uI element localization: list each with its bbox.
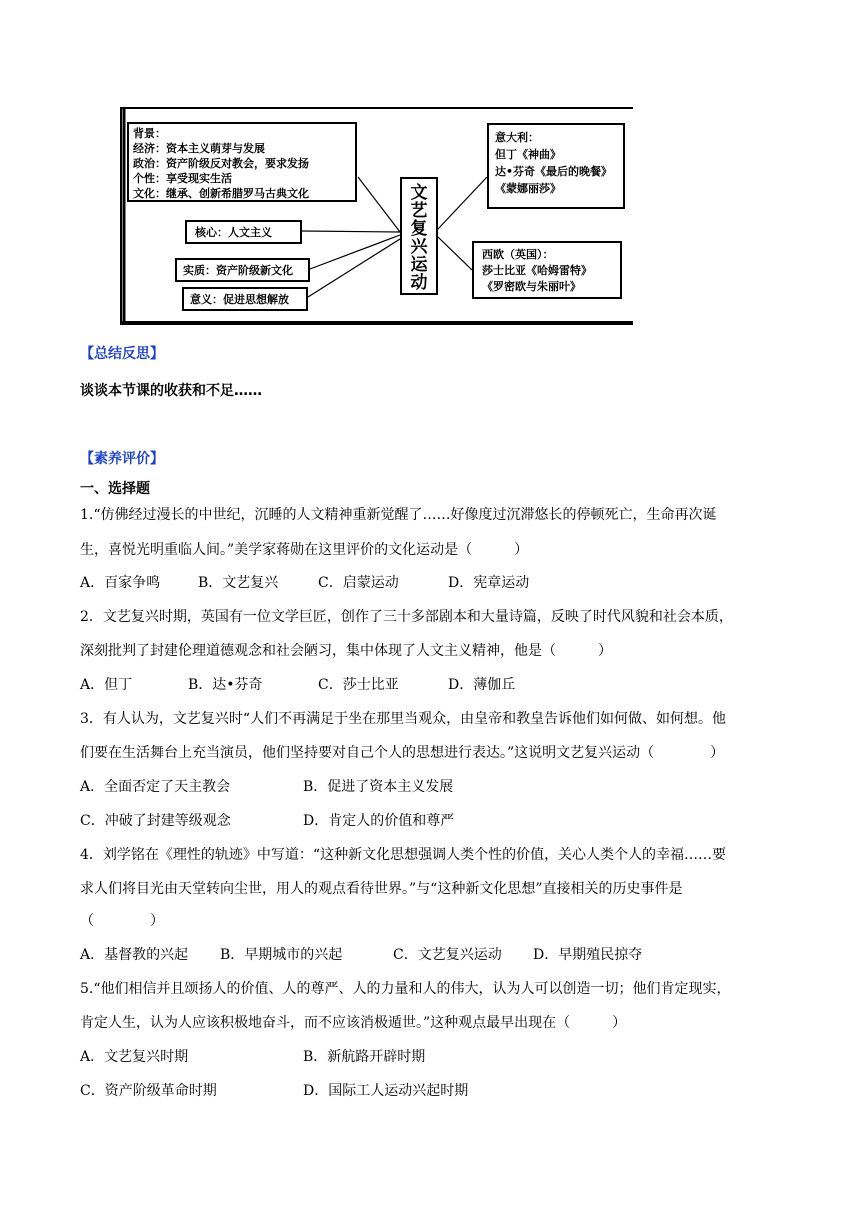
section-title: 一、选择题 bbox=[80, 481, 150, 497]
question-text: 2．文艺复兴时期，英国有一位文学巨匠，创作了三十多部剧本和大量诗篇，反映了时代风貌和社会本质， bbox=[80, 609, 733, 625]
center-char: 兴 bbox=[410, 237, 428, 257]
option-c: C．文艺复兴运动 bbox=[393, 947, 502, 963]
question-text: （ ） bbox=[80, 913, 164, 929]
option-a: A．文艺复兴时期 bbox=[80, 1049, 189, 1065]
option-a: A．百家争鸣 bbox=[80, 575, 161, 591]
option-d: D．肯定人的价值和尊严 bbox=[303, 813, 455, 829]
background-line: 背景： bbox=[133, 127, 166, 140]
significance-label: 意义：促进思想解放 bbox=[190, 293, 289, 306]
italy-line: 达•芬奇《最后的晚餐》 bbox=[495, 165, 613, 178]
option-b: B．达•芬奇 bbox=[188, 677, 263, 693]
question-text: 5.“他们相信并且颂扬人的价值、人的尊严、人的力量和人的伟大，认为人可以创造一切；他们肯定现实， bbox=[80, 981, 731, 997]
question-text: 1.“仿佛经过漫长的中世纪，沉睡的人文精神重新觉醒了……好像度过沉滞悠长的停顿死亡，生命再次诞 bbox=[80, 507, 717, 523]
option-b: B．新航路开辟时期 bbox=[303, 1049, 426, 1065]
question-text: 3．有人认为，文艺复兴时“人们不再满足于坐在那里当观众，由皇帝和教皇告诉他们如何做、如何想。他 bbox=[80, 711, 727, 727]
option-a: A．但丁 bbox=[80, 677, 133, 693]
option-c: C．资产阶级革命时期 bbox=[80, 1083, 217, 1099]
option-c: C．冲破了封建等级观念 bbox=[80, 813, 231, 829]
question-text: 肯定人生，认为人应该积极地奋斗，而不应该消极遁世。”这种观点最早出现在（ ） bbox=[80, 1015, 627, 1031]
west-line: 莎士比亚《哈姆雷特》 bbox=[482, 264, 592, 277]
center-char: 艺 bbox=[410, 201, 428, 221]
option-c: C．启蒙运动 bbox=[318, 575, 399, 591]
background-line: 个性：享受现实生活 bbox=[133, 172, 232, 185]
question-text: 深刻批判了封建伦理道德观念和社会陋习，集中体现了人文主义精神，他是（ ） bbox=[80, 643, 612, 659]
option-d: D．国际工人运动兴起时期 bbox=[303, 1083, 469, 1099]
option-c: C．莎士比亚 bbox=[318, 677, 399, 693]
italy-line: 但丁《神曲》 bbox=[495, 148, 561, 161]
question-text: 4．刘学铭在《理性的轨迹》中写道：“这种新文化思想强调人类个性的价值，关心人类个人的幸福……要 bbox=[80, 847, 727, 863]
option-b: B．促进了资本主义发展 bbox=[303, 779, 454, 795]
background-line: 政治：资产阶级反对教会，要求发扬 bbox=[133, 157, 309, 170]
italy-line: 意大利： bbox=[495, 131, 539, 144]
italy-line: 《蒙娜丽莎》 bbox=[495, 182, 561, 195]
summary-heading: 【总结反思】 bbox=[80, 346, 164, 362]
background-box bbox=[127, 122, 357, 202]
core-box bbox=[185, 220, 302, 244]
option-d: D．薄伽丘 bbox=[448, 677, 516, 693]
center-char: 动 bbox=[410, 273, 428, 293]
center-box bbox=[400, 177, 438, 295]
west-line: 《罗密欧与朱丽叶》 bbox=[482, 280, 581, 293]
question-text: 生，喜悦光明重临人间。”美学家蒋勋在这里评价的文化运动是（ ） bbox=[80, 542, 529, 558]
essence-box bbox=[175, 258, 310, 282]
option-b: B．文艺复兴 bbox=[198, 575, 279, 591]
center-char: 运 bbox=[410, 255, 428, 275]
significance-box bbox=[182, 287, 308, 311]
core-label: 核心：人文主义 bbox=[195, 226, 272, 239]
option-d: D．早期殖民掠夺 bbox=[533, 947, 643, 963]
background-line: 经济：资本主义萌芽与发展 bbox=[133, 142, 265, 155]
essence-label: 实质：资产阶级新文化 bbox=[183, 264, 293, 277]
italy-box bbox=[487, 123, 625, 209]
option-a: A．基督教的兴起 bbox=[80, 947, 189, 963]
option-a: A．全面否定了天主教会 bbox=[80, 779, 231, 795]
summary-prompt: 谈谈本节课的收获和不足…… bbox=[80, 383, 262, 399]
background-line: 文化：继承、创新希腊罗马古典文化 bbox=[133, 187, 309, 200]
center-char: 文 bbox=[410, 183, 428, 203]
west-line: 西欧（英国）： bbox=[482, 248, 554, 261]
center-char: 复 bbox=[410, 219, 428, 239]
option-b: B．早期城市的兴起 bbox=[220, 947, 343, 963]
question-text: 们要在生活舞台上充当演员，他们坚持要对自己个人的思想进行表达。”这说明文艺复兴运动（ ） bbox=[80, 745, 725, 761]
question-text: 求人们将目光由天堂转向尘世，用人的观点看待世界。”与“这种新文化思想”直接相关的历史事件是 bbox=[80, 881, 683, 897]
renaissance-mind-map bbox=[120, 107, 633, 325]
west-box bbox=[472, 241, 622, 299]
option-d: D．宪章运动 bbox=[448, 575, 530, 591]
evaluation-heading: 【素养评价】 bbox=[80, 451, 164, 467]
